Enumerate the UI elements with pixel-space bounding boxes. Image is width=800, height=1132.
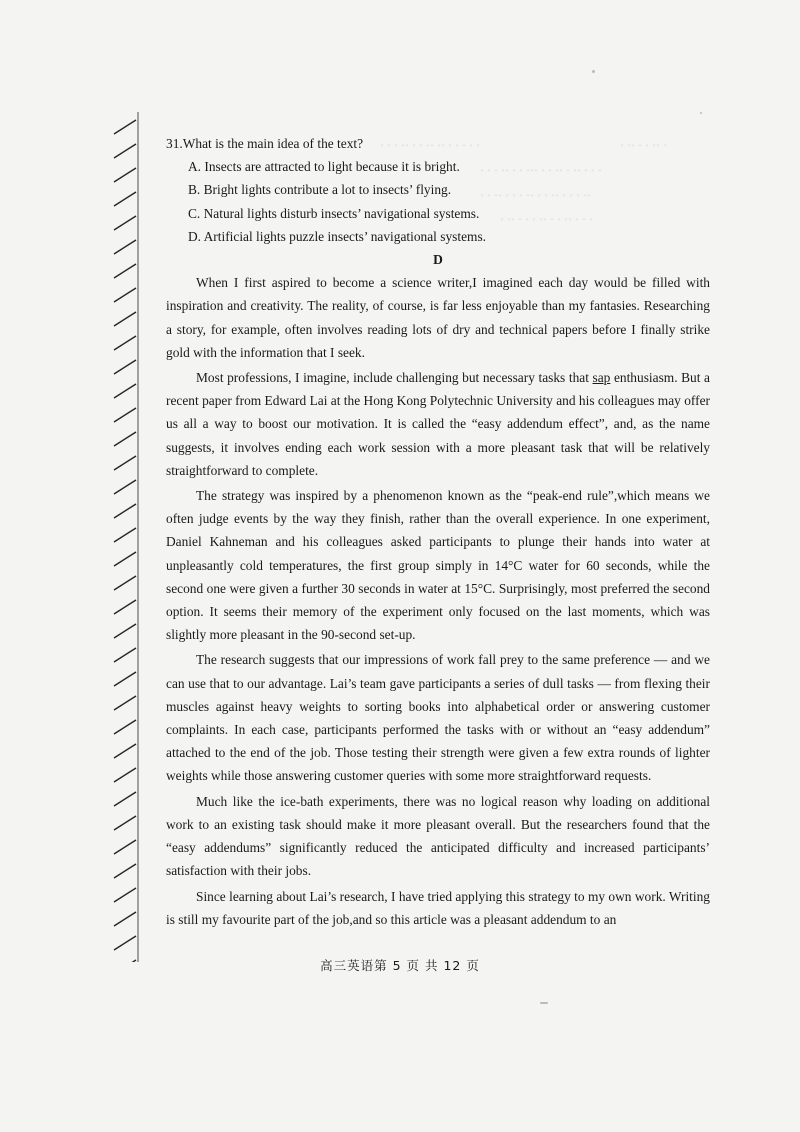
question-stem: 31.What is the main idea of the text? <box>166 136 364 151</box>
binding-tick-mark <box>114 792 136 806</box>
show-through-text: · · · ·· · · ·· ·· · · · · · <box>380 138 480 152</box>
binding-tick-mark <box>114 240 136 254</box>
binding-tick-mark <box>114 264 136 278</box>
option-b: B. Bright lights contribute a lot to insects’ flying. <box>188 182 452 198</box>
binding-tick-mark <box>114 336 136 350</box>
binding-tick-mark <box>114 360 136 374</box>
binding-tick-mark <box>114 936 136 950</box>
section-heading: D <box>433 252 443 268</box>
binding-tick-mark <box>114 288 136 302</box>
binding-tick-mark <box>114 864 136 878</box>
paragraph-text: enthusiasm. But a recent paper from Edward Lai at the Hong Kong Polytechnic University and his colleagues may offer us all a way to boost our motivation. It is called the “easy addendum effect”, and, as the name suggests, it involves ending each work session with a more pleasant task that will be relatively straightforward to complete. <box>166 370 710 478</box>
binding-tick-mark <box>114 144 136 158</box>
page-footer: 高三英语第 5 页 共 12 页 <box>320 958 480 973</box>
show-through-text: · · ·· · · · ·· · · ·· · · · ·· <box>480 188 591 202</box>
binding-tick-mark <box>114 552 136 566</box>
passage-paragraph-5: Much like the ice-bath experiments, there was no logical reason why loading on additional work to an existing task should make it more pleasant overall. But the researchers found that the “easy addendums” significantly reduced the anticipated difficulty and increased participants’ satisfaction with their jobs. <box>166 793 710 879</box>
show-through-text: · ·· · · · ·· · · ·· · · · <box>500 212 593 226</box>
binding-tick-mark <box>114 408 136 422</box>
passage-paragraph-6: Since learning about Lai’s research, I have tried applying this strategy to my own work. Writing is still my favourite part of the job,and so this article was a pleasant addendum to an <box>166 888 710 927</box>
binding-tick-mark <box>114 816 136 830</box>
binding-tick-mark <box>114 888 136 902</box>
binding-tick-mark <box>114 600 136 614</box>
option-d: D. Artificial lights puzzle insects’ navigational systems. <box>188 228 486 244</box>
binding-tick-mark <box>114 192 136 206</box>
binding-tick-mark <box>114 432 136 446</box>
binding-tick-mark <box>114 672 136 686</box>
binding-tick-mark <box>114 312 136 326</box>
binding-tick-mark <box>114 528 136 542</box>
option-c: C. Natural lights disturb insects’ navigational systems. <box>188 205 480 221</box>
passage-paragraph-1: When I first aspired to become a science writer,I imagined each day would be filled with inspiration and creativity. The reality, of course, is far less enjoyable than my fantasies. Researching a story, for example, often involves reading lots of dry and technical papers before I finally strike gold with the information that I seek. <box>166 275 710 360</box>
binding-tick-mark <box>114 720 136 734</box>
paragraph-text: Most professions, I imagine, include challenging but necessary tasks that <box>196 370 593 386</box>
binding-tick-mark <box>114 384 136 398</box>
binding-tick-mark <box>114 480 136 494</box>
binding-tick-mark <box>114 648 136 662</box>
binding-tick-mark <box>114 840 136 854</box>
underlined-word: sap <box>592 370 611 386</box>
show-through-text: · · · ·· · · ··· · · ·· · ·· · · · <box>480 163 602 177</box>
binding-tick-mark <box>114 504 136 518</box>
option-a: A. Insects are attracted to light because it is bright. <box>188 159 460 175</box>
binding-tick-mark <box>114 456 136 470</box>
passage-paragraph-2 <box>166 366 710 482</box>
binding-tick-mark <box>114 216 136 230</box>
scan-speck <box>700 112 702 114</box>
binding-tick-mark <box>114 768 136 782</box>
binding-tick-mark <box>114 168 136 182</box>
binding-margin-marks <box>112 112 142 962</box>
binding-tick-mark <box>114 120 136 134</box>
scan-speck <box>540 1002 548 1004</box>
binding-tick-mark <box>114 576 136 590</box>
passage-paragraph-4: The research suggests that our impressions of work fall prey to the same preference — and we can use that to our advantage. Lai’s team gave participants a series of dull tasks — from flexing their muscles against heavy weights to sorting books into alphabetical order or answering customer complaints. In each case, participants performed the tasks with or without an “easy addendum” attached to the end of the job. Those testing their strength were given a few extra rounds of lighter weights while those answering customer queries with some more straightforward requests. <box>166 652 710 784</box>
binding-tick-mark <box>114 624 136 638</box>
passage-paragraph-3: The strategy was inspired by a phenomenon known as the “peak-end rule”,which means we often judge events by the way they finish, rather than the overall experience. In one experiment, Daniel Kahneman and his colleagues asked participants to plunge their hands into water at unpleasantly cold temperatures, the first group simply in 14°C water for 60 seconds, while the second one were given a further 30 seconds in water at 15°C. Surprisingly, most preferred the second option. It seems their memory of the experiment only focused on the last moments, which was slightly more pleasant in the 90-second set-up. <box>166 488 710 643</box>
show-through-text: · ·· · · ·· · <box>620 138 667 152</box>
binding-tick-mark <box>114 912 136 926</box>
exam-content <box>166 132 710 933</box>
scan-speck <box>592 70 595 73</box>
binding-tick-mark <box>114 696 136 710</box>
binding-tick-mark <box>114 744 136 758</box>
